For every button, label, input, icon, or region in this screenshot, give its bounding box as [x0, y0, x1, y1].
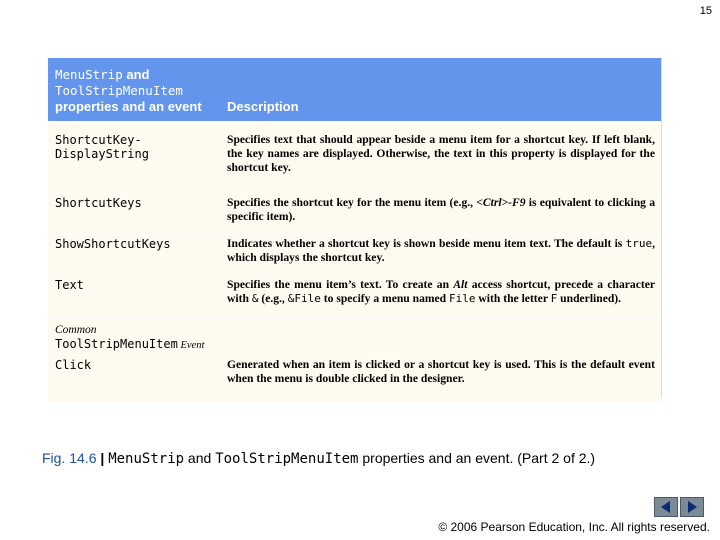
- table-row: [48, 123, 661, 194]
- caption-code: ToolStripMenuItem: [215, 451, 359, 467]
- desc-code: &: [251, 292, 259, 305]
- desc-text: access shortcut, precede a character with: [227, 278, 655, 305]
- desc-text: Specifies the menu item’s text. To create an: [227, 278, 454, 291]
- header-toolstripmenuitem: ToolStripMenuItem: [55, 83, 183, 98]
- table-row: [48, 235, 661, 276]
- desc-code: true: [625, 237, 653, 250]
- caption-text: and: [184, 450, 216, 466]
- desc-text: , which displays the shortcut key.: [227, 237, 655, 264]
- desc-text: Indicates whether a shortcut key is shown beside menu item text. The default is: [227, 237, 626, 250]
- section-heading-class: ToolStripMenuItem: [55, 337, 178, 351]
- section-heading-event: Event: [177, 340, 205, 351]
- table-row: [48, 356, 661, 403]
- property-description: Specifies text that should appear beside a menu item for a shortcut key. If left blank, the key names are displayed. Otherwise, the text in this property is displayed for the shortcut key.: [220, 123, 661, 194]
- property-name: ShowShortcutKeys: [48, 235, 220, 276]
- page-number: 15: [699, 5, 712, 17]
- event-description: Generated when an item is clicked or a shortcut key is used. This is the default event when the menu is double clicked in the designer.: [220, 356, 661, 403]
- desc-code: File: [449, 292, 476, 305]
- header-menustrip: MenuStrip: [55, 67, 123, 82]
- next-slide-button[interactable]: [680, 497, 704, 517]
- table-header-row: [48, 58, 661, 123]
- table-row: [48, 276, 661, 317]
- copyright-notice: © 2006 Pearson Education, Inc. All rights reserved.: [438, 520, 710, 534]
- slide-navigation: [654, 497, 704, 517]
- property-name-part: ShortcutKey-: [55, 133, 142, 147]
- desc-italic: <Ctrl>-F9: [476, 196, 526, 209]
- desc-text: Specifies the shortcut key for the menu item (e.g.,: [227, 196, 477, 209]
- header-and: and: [122, 67, 150, 82]
- figure-number: Fig. 14.6: [42, 450, 97, 466]
- desc-text: is equivalent to clicking a specific item).: [227, 196, 655, 223]
- header-description-column: Description: [220, 58, 661, 123]
- property-name: ShortcutKeys: [48, 194, 220, 235]
- table-section-row: [48, 317, 661, 356]
- property-name-part: DisplayString: [55, 147, 149, 161]
- caption-code: MenuStrip: [108, 451, 185, 467]
- caption-text: properties and an event. (Part 2 of 2.): [358, 450, 596, 466]
- section-description-empty: [220, 317, 661, 356]
- triangle-left-icon: [659, 500, 673, 514]
- properties-table-frame: [48, 58, 662, 398]
- desc-text: with the letter: [475, 292, 551, 305]
- header-properties-and-event: properties and an event: [55, 99, 202, 114]
- section-heading: [48, 317, 220, 356]
- desc-text: to specify a menu named: [320, 292, 450, 305]
- section-heading-common: Common: [55, 324, 97, 336]
- desc-text: underlined).: [557, 292, 622, 305]
- header-property-column: [48, 58, 220, 123]
- property-description: [220, 276, 661, 317]
- desc-code: F: [550, 292, 558, 305]
- property-name: Text: [48, 276, 220, 317]
- previous-slide-button[interactable]: [654, 497, 678, 517]
- property-description: [220, 235, 661, 276]
- caption-separator: |: [96, 450, 109, 466]
- table-row: [48, 194, 661, 235]
- desc-italic: Alt: [453, 278, 468, 291]
- properties-table: [48, 58, 661, 402]
- desc-text: (e.g.,: [258, 292, 288, 305]
- triangle-right-icon: [685, 500, 699, 514]
- property-description: [220, 194, 661, 235]
- event-name: Click: [48, 356, 220, 403]
- desc-code: &File: [287, 292, 321, 305]
- figure-caption: [42, 450, 595, 467]
- property-name: [48, 123, 220, 194]
